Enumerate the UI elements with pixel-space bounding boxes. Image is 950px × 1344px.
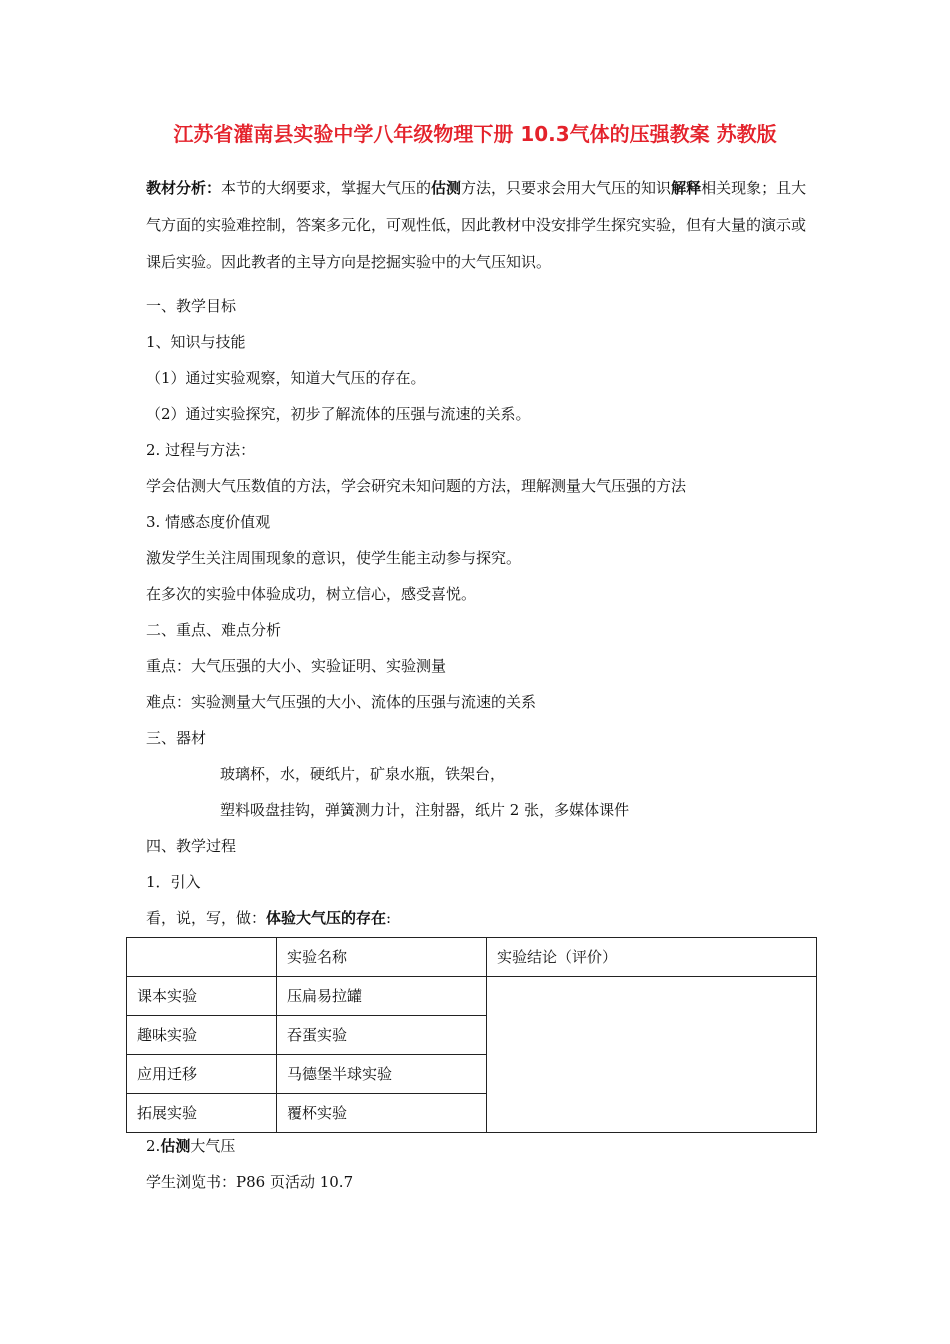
table-cell: 应用迁移 (127, 1055, 277, 1094)
intro-text-bold: 体验大气压的存在 (266, 909, 387, 927)
section-key-points: 二、重点、难点分析 (146, 621, 282, 639)
analysis-label: 教材分析： (146, 179, 222, 197)
section-teaching-goals: 一、教学目标 (146, 297, 237, 315)
goal-process-heading: 2. 过程与方法： (146, 441, 256, 459)
analysis-text-3: 相关现象；且大气方面的实验难控制，答案多元化，可观性低，因此教材中没安排学生探究实验，但有大量的演示或课后实验。因此教者的主导方向是挖掘实验中的大气压知识。 (146, 179, 807, 271)
step-estimate-heading (146, 1136, 235, 1156)
section-teaching-process: 四、教学过程 (146, 837, 237, 855)
table-header-cell: 实验名称 (277, 938, 487, 977)
estimate-rest: 大气压 (190, 1137, 236, 1155)
key-point-text: 重点：大气压强的大小、实验证明、实验测量 (146, 657, 447, 675)
table-cell: 吞蛋实验 (277, 1016, 487, 1055)
experiment-table (126, 937, 817, 1133)
table-row (127, 977, 817, 1016)
table-cell: 课本实验 (127, 977, 277, 1016)
goal-knowledge-2: （2）通过实验探究，初步了解流体的压强与流速的关系。 (146, 405, 531, 423)
intro-text-plain: 看，说，写，做： (146, 909, 267, 927)
material-analysis (146, 170, 816, 281)
goal-knowledge-1: （1）通过实验观察，知道大气压的存在。 (146, 369, 426, 387)
step-intro-text (146, 908, 391, 928)
section-equipment: 三、器材 (146, 729, 207, 747)
table-header-cell (127, 938, 277, 977)
analysis-bold-2: 解释 (671, 179, 702, 197)
table-cell: 压扁易拉罐 (277, 977, 487, 1016)
goal-knowledge-heading: 1、知识与技能 (146, 333, 246, 351)
goal-emotion-text-2: 在多次的实验中体验成功，树立信心，感受喜悦。 (146, 585, 477, 603)
table-header-row (127, 938, 817, 977)
equipment-line-1: 玻璃杯，水，硬纸片，矿泉水瓶，铁架台， (220, 765, 506, 783)
analysis-bold-1: 估测 (431, 179, 462, 197)
table-header-cell: 实验结论（评价） (487, 938, 817, 977)
goal-process-text: 学会估测大气压数值的方法，学会研究未知问题的方法，理解测量大气压强的方法 (146, 477, 687, 495)
document-title: 江苏省灌南县实验中学八年级物理下册 10.3气体的压强教案 苏教版 (173, 122, 777, 146)
analysis-text-1: 本节的大纲要求，掌握大气压的 (221, 179, 432, 197)
difficulty-text: 难点：实验测量大气压强的大小、流体的压强与流速的关系 (146, 693, 537, 711)
intro-text-end: : (386, 909, 392, 927)
estimate-bold: 估测 (160, 1137, 191, 1155)
table-cell: 拓展实验 (127, 1094, 277, 1133)
goal-emotion-heading: 3. 情感态度价值观 (146, 513, 271, 531)
goal-emotion-text-1: 激发学生关注周围现象的意识，使学生能主动参与探究。 (146, 549, 522, 567)
estimate-number: 2. (146, 1137, 161, 1155)
table-cell: 覆杯实验 (277, 1094, 487, 1133)
step-intro-heading: 1．引入 (146, 873, 201, 891)
step-estimate-text: 学生浏览书：P86 页活动 10.7 (146, 1173, 354, 1191)
table-cell: 趣味实验 (127, 1016, 277, 1055)
equipment-line-2: 塑料吸盘挂钩，弹簧测力计，注射器，纸片 2 张，多媒体课件 (220, 801, 630, 819)
analysis-text-2: 方法，只要求会用大气压的知识 (461, 179, 672, 197)
conclusion-cell (487, 977, 817, 1133)
table-cell: 马德堡半球实验 (277, 1055, 487, 1094)
